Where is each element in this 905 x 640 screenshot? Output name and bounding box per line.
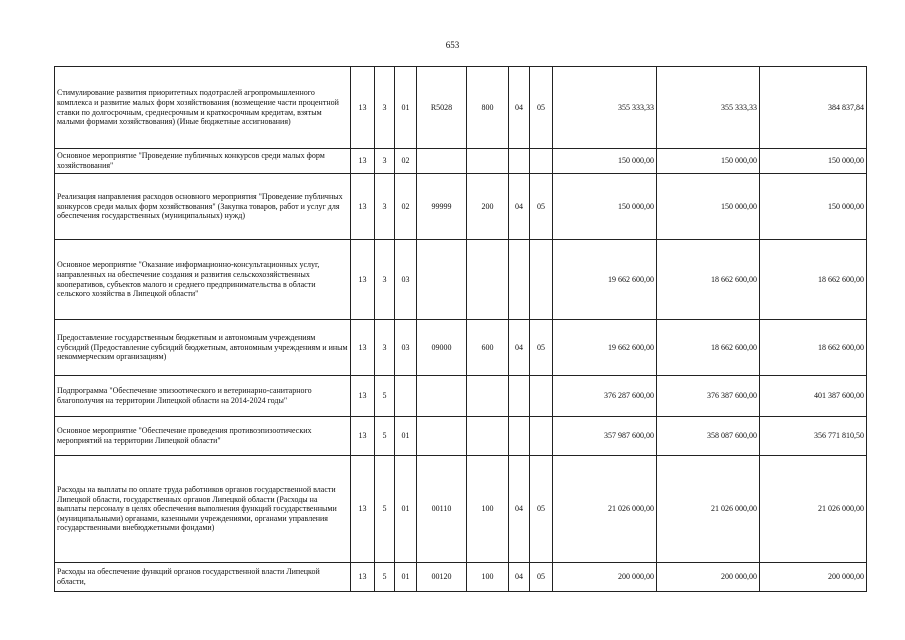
subsection-code: 05 — [530, 456, 553, 563]
row-name: Основное мероприятие "Проведение публичных конкурсов среди малых форм хозяйствования" — [55, 149, 351, 174]
sum-year-3: 356 771 810,50 — [760, 417, 867, 456]
measure-code: 03 — [395, 240, 417, 320]
row-name: Расходы на обеспечение функций органов государственной власти Липецкой области, — [55, 563, 351, 592]
budget-table — [54, 66, 867, 592]
table-row — [55, 320, 867, 376]
sum-year-3: 21 026 000,00 — [760, 456, 867, 563]
expense-type: 100 — [467, 456, 509, 563]
sum-year-1: 150 000,00 — [553, 149, 657, 174]
sum-year-2: 150 000,00 — [657, 174, 760, 240]
expense-direction: 99999 — [417, 174, 467, 240]
sum-year-1: 200 000,00 — [553, 563, 657, 592]
program-code: 13 — [351, 320, 375, 376]
row-name: Реализация направления расходов основного мероприятия "Проведение публичных конкурсов среди малых форм хозяйствования" (Закупка товаров, работ и услуг для обеспечения государственных (муниципальных) нужд) — [55, 174, 351, 240]
row-name: Основное мероприятие "Обеспечение проведения противоэпизоотических мероприятий на территории Липецкой области" — [55, 417, 351, 456]
expense-type — [467, 417, 509, 456]
subprogram-code: 3 — [375, 149, 395, 174]
measure-code: 02 — [395, 174, 417, 240]
section-code: 04 — [509, 456, 530, 563]
row-name: Подпрограмма "Обеспечение эпизоотического и ветеринарно-санитарного благополучия на территории Липецкой области на 2014-2024 годы" — [55, 376, 351, 417]
expense-direction: 09000 — [417, 320, 467, 376]
expense-direction: 00120 — [417, 563, 467, 592]
section-code — [509, 240, 530, 320]
subsection-code — [530, 240, 553, 320]
sum-year-1: 21 026 000,00 — [553, 456, 657, 563]
measure-code: 03 — [395, 320, 417, 376]
sum-year-2: 358 087 600,00 — [657, 417, 760, 456]
measure-code: 02 — [395, 149, 417, 174]
sum-year-2: 21 026 000,00 — [657, 456, 760, 563]
expense-direction: 00110 — [417, 456, 467, 563]
measure-code — [395, 376, 417, 417]
program-code: 13 — [351, 149, 375, 174]
program-code: 13 — [351, 417, 375, 456]
expense-direction — [417, 240, 467, 320]
measure-code: 01 — [395, 563, 417, 592]
sum-year-3: 150 000,00 — [760, 149, 867, 174]
section-code: 04 — [509, 174, 530, 240]
subprogram-code: 3 — [375, 67, 395, 149]
subprogram-code: 3 — [375, 174, 395, 240]
sum-year-1: 376 287 600,00 — [553, 376, 657, 417]
program-code: 13 — [351, 67, 375, 149]
expense-type: 600 — [467, 320, 509, 376]
sum-year-1: 355 333,33 — [553, 67, 657, 149]
expense-direction — [417, 376, 467, 417]
table-row — [55, 174, 867, 240]
section-code — [509, 417, 530, 456]
expense-type: 200 — [467, 174, 509, 240]
sum-year-2: 355 333,33 — [657, 67, 760, 149]
sum-year-3: 18 662 600,00 — [760, 240, 867, 320]
row-name: Предоставление государственным бюджетным и автономным учреждениям субсидий (Предоставление субсидий бюджетным, автономным учреждениям и иным некоммерческим организациям) — [55, 320, 351, 376]
table-row — [55, 240, 867, 320]
measure-code: 01 — [395, 456, 417, 563]
subsection-code — [530, 149, 553, 174]
subprogram-code: 5 — [375, 376, 395, 417]
subprogram-code: 5 — [375, 563, 395, 592]
row-name: Стимулирование развития приоритетных подотраслей агропромышленного комплекса и развитие малых форм хозяйствования (возмещение части процентной ставки по долгосрочным, среднесрочным и краткосрочным кредитам, взятым малыми формами хозяйствования) (Иные бюджетные ассигнования) — [55, 67, 351, 149]
subsection-code: 05 — [530, 174, 553, 240]
sum-year-3: 150 000,00 — [760, 174, 867, 240]
program-code: 13 — [351, 240, 375, 320]
expense-type — [467, 240, 509, 320]
sum-year-3: 401 387 600,00 — [760, 376, 867, 417]
program-code: 13 — [351, 456, 375, 563]
sum-year-3: 18 662 600,00 — [760, 320, 867, 376]
sum-year-3: 200 000,00 — [760, 563, 867, 592]
sum-year-1: 357 987 600,00 — [553, 417, 657, 456]
expense-direction — [417, 149, 467, 174]
sum-year-1: 150 000,00 — [553, 174, 657, 240]
program-code: 13 — [351, 376, 375, 417]
subprogram-code: 3 — [375, 240, 395, 320]
table-row — [55, 563, 867, 592]
table-row — [55, 149, 867, 174]
subsection-code — [530, 417, 553, 456]
subsection-code: 05 — [530, 563, 553, 592]
table-row — [55, 376, 867, 417]
expense-type: 100 — [467, 563, 509, 592]
subprogram-code: 3 — [375, 320, 395, 376]
subprogram-code: 5 — [375, 456, 395, 563]
sum-year-2: 376 387 600,00 — [657, 376, 760, 417]
row-name: Основное мероприятие "Оказание информационно-консультационных услуг, направленных на обеспечение создания и развития сельскохозяйственных кооперативов, субъектов малого и среднего предпринимательства в области сельского хозяйства в Липецкой области" — [55, 240, 351, 320]
sum-year-1: 19 662 600,00 — [553, 240, 657, 320]
subsection-code: 05 — [530, 67, 553, 149]
subsection-code: 05 — [530, 320, 553, 376]
section-code — [509, 149, 530, 174]
table-row — [55, 417, 867, 456]
sum-year-2: 200 000,00 — [657, 563, 760, 592]
measure-code: 01 — [395, 417, 417, 456]
subsection-code — [530, 376, 553, 417]
table-row — [55, 456, 867, 563]
page-number: 653 — [445, 40, 460, 50]
sum-year-2: 18 662 600,00 — [657, 320, 760, 376]
section-code — [509, 376, 530, 417]
subprogram-code: 5 — [375, 417, 395, 456]
expense-type — [467, 376, 509, 417]
sum-year-3: 384 837,84 — [760, 67, 867, 149]
expense-type — [467, 149, 509, 174]
sum-year-2: 150 000,00 — [657, 149, 760, 174]
section-code: 04 — [509, 320, 530, 376]
measure-code: 01 — [395, 67, 417, 149]
sum-year-2: 18 662 600,00 — [657, 240, 760, 320]
section-code: 04 — [509, 563, 530, 592]
sum-year-1: 19 662 600,00 — [553, 320, 657, 376]
program-code: 13 — [351, 174, 375, 240]
expense-type: 800 — [467, 67, 509, 149]
section-code: 04 — [509, 67, 530, 149]
row-name: Расходы на выплаты по оплате труда работников органов государственной власти Липецкой области, государственных органов Липецкой области (Расходы на выплаты персоналу в целях обеспечения выполнения функций государственными (муниципальными) органами, казенными учреждениями, органами управления государственными внебюджетными фондами) — [55, 456, 351, 563]
expense-direction: R5028 — [417, 67, 467, 149]
table-row — [55, 67, 867, 149]
program-code: 13 — [351, 563, 375, 592]
expense-direction — [417, 417, 467, 456]
